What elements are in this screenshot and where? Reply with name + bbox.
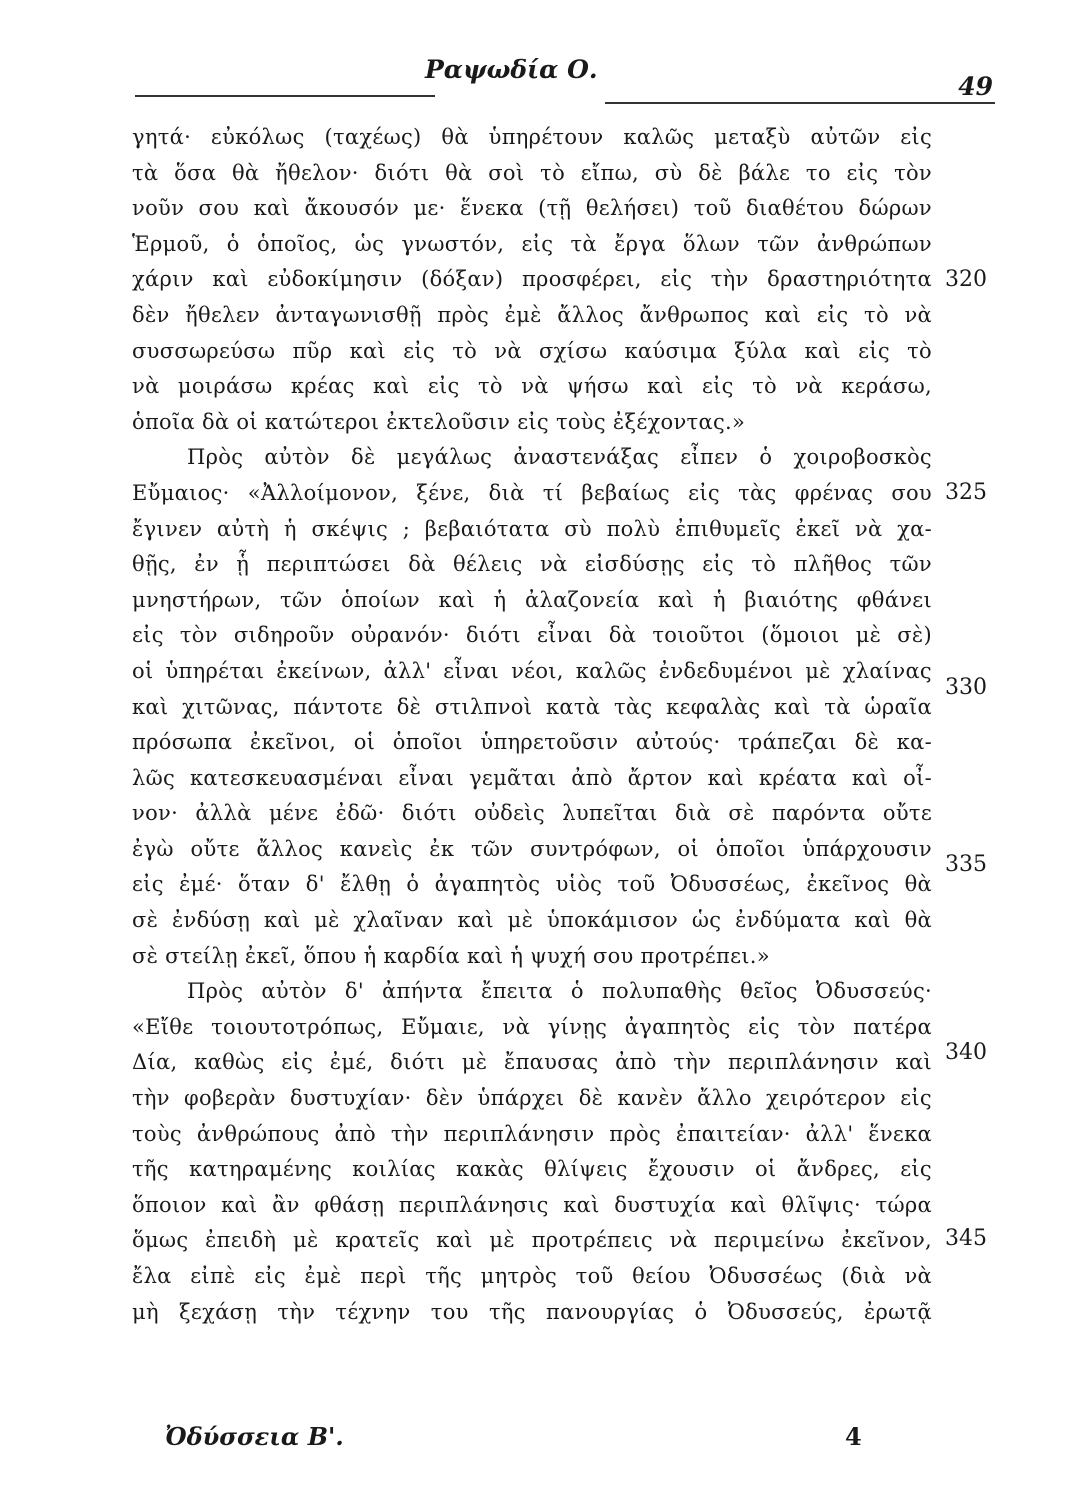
verse-number: 345 (945, 1226, 987, 1251)
text-line: Ἑρμοῦ, ὁ ὁποῖος, ὡς γνωστόν, εἰς τὰ ἔργα ὅλων τῶν ἀνθρώπων (132, 231, 932, 256)
verse-number: 335 (945, 852, 987, 877)
header-rule-left (135, 95, 435, 97)
text-line: νὰ μοιράσω κρέας καὶ εἰς τὸ νὰ ψήσω καὶ εἰς τὸ νὰ κεράσω, (132, 374, 932, 399)
text-line: ἐγὼ οὔτε ἄλλος κανεὶς ἐκ τῶν συντρόφων, οἱ ὁποῖοι ὑπάρχουσιν (132, 836, 932, 861)
signature-mark: 4 (845, 1422, 862, 1451)
text-line: τὰ ὅσα θὰ ἤθελον· διότι θὰ σοὶ τὸ εἴπω, σὺ δὲ βάλε το εἰς τὸν (132, 160, 932, 185)
text-line: σὲ ἐνδύσῃ καὶ μὲ χλαῖναν καὶ μὲ ὑποκάμισον ὡς ἐνδύματα καὶ θὰ (132, 908, 932, 933)
text-line: Εὔμαιος· «Ἀλλοίμονον, ξένε, διὰ τί βεβαίως εἰς τὰς φρένας σου (132, 480, 932, 505)
text-line: Πρὸς αὐτὸν δ' ἀπήντα ἔπειτα ὁ πολυπαθὴς θεῖος Ὀδυσσεύς· (187, 979, 932, 1004)
text-line: εἰς τὸν σιδηροῦν οὐρανόν· διότι εἶναι δὰ τοιοῦτοι (ὅμοιοι μὲ σὲ) (132, 623, 932, 648)
page-header (135, 55, 995, 115)
text-line: μνηστήρων, τῶν ὁποίων καὶ ἡ ἀλαζονεία καὶ ἡ βιαιότης φθάνει (132, 587, 932, 612)
running-title: Ραψωδία Ο. (425, 55, 598, 84)
verse-number: 340 (945, 1040, 987, 1065)
text-line: οἱ ὑπηρέται ἐκείνων, ἀλλ' εἶναι νέοι, καλῶς ἐνδεδυμένοι μὲ χλαίνας (132, 658, 932, 683)
text-line: πρόσωπα ἐκεῖνοι, οἱ ὁποῖοι ὑπηρετοῦσιν αὐτούς· τράπεζαι δὲ κα- (132, 730, 932, 755)
text-line: μὴ ξεχάσῃ τὴν τέχνην του τῆς πανουργίας ὁ Ὀδυσσεύς, ἐρωτᾷ (132, 1299, 932, 1324)
verse-number: 325 (945, 480, 987, 505)
header-rule-right (605, 102, 995, 104)
text-line: νον· ἀλλὰ μένε ἐδῶ· διότι οὐδεὶς λυπεῖται διὰ σὲ παρόντα οὔτε (132, 801, 932, 826)
text-line: ὁποῖα δὰ οἱ κατώτεροι ἐκτελοῦσιν εἰς τοὺς ἐξέχοντας.» (132, 409, 746, 434)
text-line: θῇς, ἐν ᾗ περιπτώσει δὰ θέλεις νὰ εἰσδύσῃς εἰς τὸ πλῆθος τῶν (132, 552, 932, 577)
text-line: σὲ στείλῃ ἐκεῖ, ὅπου ἡ καρδία καὶ ἡ ψυχή σου προτρέπει.» (132, 943, 770, 968)
text-line: ἔλα εἰπὲ εἰς ἐμὲ περὶ τῆς μητρὸς τοῦ θείου Ὀδυσσέως (διὰ νὰ (132, 1264, 932, 1288)
text-line: ἔγινεν αὐτὴ ἡ σκέψις ; βεβαιότατα σὺ πολὺ ἐπιθυμεῖς ἐκεῖ νὰ χα- (132, 516, 932, 541)
text-line: λῶς κατεσκευασμέναι εἶναι γεμᾶται ἀπὸ ἄρτον καὶ κρέατα καὶ οἶ- (132, 765, 932, 790)
text-line: εἰς ἐμέ· ὅταν δ' ἔλθῃ ὁ ἀγαπητὸς υἱὸς τοῦ Ὀδυσσέως, ἐκεῖνος θὰ (132, 872, 932, 897)
verse-number: 330 (945, 675, 987, 700)
text-line: Δία, καθὼς εἰς ἐμέ, διότι μὲ ἔπαυσας ἀπὸ τὴν περιπλάνησιν καὶ (132, 1050, 932, 1075)
text-line: Πρὸς αὐτὸν δὲ μεγάλως ἀναστενάξας εἶπεν ὁ χοιροβοσκὸς (187, 445, 932, 470)
text-line: τὴν φοβερὰν δυστυχίαν· δὲν ὑπάρχει δὲ κανὲν ἄλλο χειρότερον εἰς (132, 1086, 932, 1111)
text-line: τῆς κατηραμένης κοιλίας κακὰς θλίψεις ἔχουσιν οἱ ἄνδρες, εἰς (132, 1157, 932, 1182)
volume-title: Ὀδύσσεια Β'. (165, 1422, 344, 1451)
text-line: χάριν καὶ εὐδοκίμησιν (δόξαν) προσφέρει, εἰς τὴν δραστηριότητα (132, 267, 932, 292)
text-line: ὅποιον καὶ ἂν φθάσῃ περιπλάνησις καὶ δυστυχία καὶ θλῖψις· τώρα (132, 1192, 932, 1217)
verse-number: 320 (945, 267, 987, 292)
text-line: καὶ χιτῶνας, πάντοτε δὲ στιλπνοὶ κατὰ τὰς κεφαλὰς καὶ τὰ ὡραῖα (132, 694, 932, 719)
text-line: «Εἴθε τοιουτοτρόπως, Εὔμαιε, νὰ γίνῃς ἀγαπητὸς εἰς τὸν πατέρα (132, 1014, 932, 1039)
text-line: ὅμως ἐπειδὴ μὲ κρατεῖς καὶ μὲ προτρέπεις νὰ περιμείνω ἐκεῖνον, (132, 1228, 932, 1253)
text-line: γητά· εὐκόλως (ταχέως) θὰ ὑπηρέτουν καλῶς μεταξὺ αὐτῶν εἰς (132, 125, 932, 149)
text-line: συσσωρεύσω πῦρ καὶ εἰς τὸ νὰ σχίσω καύσιμα ξύλα καὶ εἰς τὸ (132, 338, 932, 363)
page-number: 49 (958, 72, 993, 101)
text-line: δὲν ἤθελεν ἀνταγωνισθῇ πρὸς ἐμὲ ἄλλος ἄνθρωπος καὶ εἰς τὸ νὰ (132, 302, 932, 327)
page-footer (165, 1422, 865, 1462)
body-text (132, 120, 932, 1330)
text-line: νοῦν σου καὶ ἄκουσόν με· ἕνεκα (τῇ θελήσει) τοῦ διαθέτου δώρων (132, 196, 932, 221)
text-line: τοὺς ἀνθρώπους ἀπὸ τὴν περιπλάνησιν πρὸς ἐπαιτείαν· ἀλλ' ἕνεκα (132, 1121, 932, 1146)
